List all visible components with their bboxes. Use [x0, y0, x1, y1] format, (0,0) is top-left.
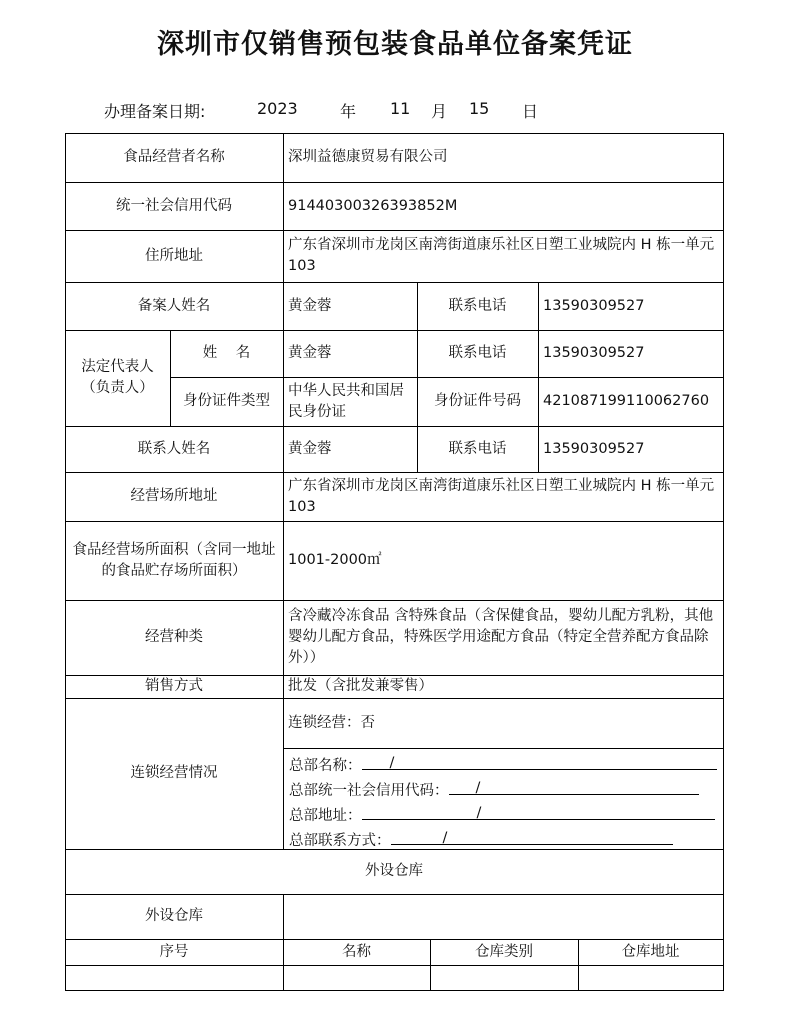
date-day: 15: [469, 99, 490, 118]
chain-status: 连锁经营：否: [288, 714, 375, 731]
contact-phone-value: 13590309527: [543, 440, 645, 457]
premises-area-label: 食品经营场所面积（含同一地址的食品贮存场所面积）: [72, 541, 276, 579]
hq-name-label: 总部名称：: [289, 758, 362, 774]
page-title: 深圳市仅销售预包装食品单位备案凭证: [157, 29, 633, 60]
hq-name-line: [289, 754, 717, 775]
warehouse-section-title: 外设仓库: [365, 863, 423, 879]
premises-area-value: 1001-2000㎡: [288, 552, 382, 568]
warehouse-value: [283, 894, 723, 939]
hq-address-value: /: [476, 805, 482, 821]
legal-rep-id-no-value: 421087199110062760: [543, 393, 710, 409]
date-year: 2023: [257, 99, 298, 118]
hq-code-label: 总部统一社会信用代码：: [289, 783, 449, 799]
legal-rep-name-label: 姓 名: [202, 345, 251, 361]
warehouse-col-name: 名称: [342, 943, 371, 960]
contact-name-label: 联系人姓名: [137, 440, 211, 457]
legal-rep-id-type-value: 中华人民共和国居民身份证: [288, 382, 404, 420]
premises-address-value: 广东省深圳市龙岗区南湾街道康乐社区日塑工业城院内 H 栋一单元 103: [288, 477, 715, 515]
hq-code-value: /: [475, 780, 481, 796]
legal-rep-name-value: 黄金蓉: [288, 345, 332, 361]
hq-address-label: 总部地址：: [289, 808, 362, 824]
legal-rep-id-type-label: 身份证件类型: [183, 393, 270, 409]
chain-label: 连锁经营情况: [130, 765, 218, 781]
warehouse-col-type: 仓库类别: [475, 943, 533, 960]
legal-rep-phone-label: 联系电话: [448, 345, 507, 361]
premises-address-label: 经营场所地址: [130, 488, 218, 504]
hq-contact-line: [289, 829, 673, 850]
legal-rep-phone-value: 13590309527: [543, 345, 645, 361]
hq-name-value: /: [389, 755, 395, 771]
address-label: 住所地址: [145, 247, 203, 264]
date-month-unit: 月: [431, 102, 448, 121]
business-type-label: 经营种类: [145, 629, 203, 645]
operator-name-label: 食品经营者名称: [123, 149, 225, 165]
hq-code-line: [289, 779, 699, 800]
operator-name-value: 深圳益德康贸易有限公司: [288, 149, 448, 165]
credit-code-value: 91440300326393852M: [288, 197, 458, 214]
filer-name-value: 黄金蓉: [288, 297, 332, 314]
filer-phone-label: 联系电话: [448, 297, 507, 314]
contact-phone-label: 联系电话: [448, 440, 507, 457]
legal-rep-label: 法定代表人（负责人）: [81, 359, 154, 396]
warehouse-col-address: 仓库地址: [621, 943, 680, 960]
filer-name-label: 备案人姓名: [137, 297, 211, 314]
contact-name-value: 黄金蓉: [288, 440, 332, 457]
sales-method-label: 销售方式: [145, 678, 203, 694]
hq-contact-value: /: [442, 830, 448, 846]
legal-rep-id-no-label: 身份证件号码: [434, 393, 521, 409]
warehouse-col-index: 序号: [159, 943, 189, 960]
hq-contact-label: 总部联系方式：: [289, 833, 391, 849]
date-month: 11: [390, 99, 411, 118]
date-label: 办理备案日期:: [104, 102, 206, 121]
date-day-unit: 日: [522, 102, 539, 121]
date-year-unit: 年: [340, 102, 357, 121]
hq-address-line: [289, 804, 715, 825]
filer-phone-value: 13590309527: [543, 297, 645, 314]
business-type-value: 含冷藏冷冻食品 含特殊食品（含保健食品，婴幼儿配方乳粉，其他婴幼儿配方食品，特殊医学用途配方食品（特定全营养配方食品除外））: [288, 608, 714, 666]
warehouse-label: 外设仓库: [145, 908, 203, 924]
credit-code-label: 统一社会信用代码: [116, 197, 232, 214]
sales-method-value: 批发（含批发兼零售）: [288, 678, 433, 694]
address-value: 广东省深圳市龙岗区南湾街道康乐社区日塑工业城院内 H 栋一单元 103: [288, 237, 715, 274]
